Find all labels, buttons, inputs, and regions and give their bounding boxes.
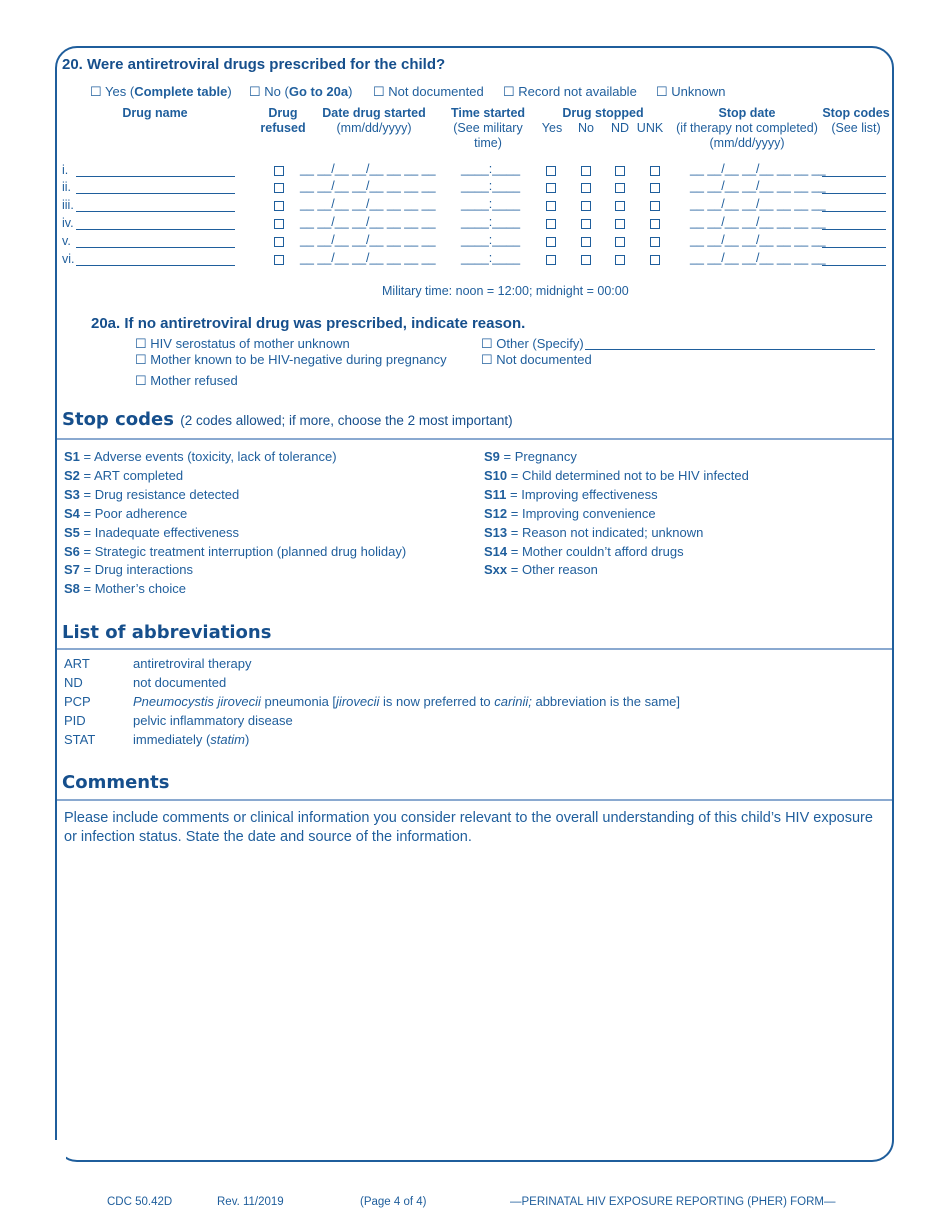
option-other-specify[interactable]: ☐ Other (Specify) <box>481 336 584 351</box>
question-20a-title: 20a. If no antiretroviral drug was prescribed, indicate reason. <box>91 315 526 332</box>
drug-refused-checkbox[interactable] <box>274 219 284 229</box>
stop-date-field[interactable]: __ __/__ __/__ __ __ __ <box>690 251 826 265</box>
footer-revision: Rev. 11/2019 <box>217 1196 284 1208</box>
row-label: iii. <box>62 198 74 212</box>
option-20a-not-documented[interactable]: ☐ Not documented <box>481 352 592 367</box>
stop-date-field[interactable]: __ __/__ __/__ __ __ __ <box>690 233 826 247</box>
drug-refused-checkbox[interactable] <box>274 183 284 193</box>
stop-date-field[interactable]: __ __/__ __/__ __ __ __ <box>690 162 826 176</box>
stop-code-field[interactable] <box>822 211 886 212</box>
option-hiv-serostatus-unknown[interactable]: ☐ HIV serostatus of mother unknown <box>135 336 350 351</box>
stopped-nd-checkbox[interactable] <box>615 166 625 176</box>
stopped-nd-checkbox[interactable] <box>615 183 625 193</box>
drug-refused-checkbox[interactable] <box>274 237 284 247</box>
abbr-definition: antiretroviral therapy <box>133 656 252 671</box>
header-drug-refused: Drug refused <box>260 106 306 135</box>
stop-date-field[interactable]: __ __/__ __/__ __ __ __ <box>690 179 826 193</box>
header-stopped-yes: Yes <box>541 121 563 135</box>
stop-code-field[interactable] <box>822 193 886 194</box>
footer-form-name: —PERINATAL HIV EXPOSURE REPORTING (PHER) FORM— <box>510 1196 836 1208</box>
row-label: ii. <box>62 180 72 194</box>
row-label: i. <box>62 163 69 177</box>
comments-field[interactable] <box>64 855 879 1145</box>
drug-name-field[interactable] <box>76 265 235 266</box>
stopped-no-checkbox[interactable] <box>581 166 591 176</box>
comments-rule <box>57 799 892 801</box>
comments-instructions: Please include comments or clinical information you consider relevant to the overall understanding of this child’s HIV exposure or infection status. State the date and source of the information. <box>64 810 873 845</box>
stopped-yes-checkbox[interactable] <box>546 183 556 193</box>
abbr-definition: not documented <box>133 675 227 690</box>
option-mother-hiv-negative[interactable]: ☐ Mother known to be HIV-negative during pregnancy <box>135 352 447 367</box>
stop-code-item: S13 = Reason not indicated; unknown <box>484 525 704 540</box>
drug-name-field[interactable] <box>76 176 235 177</box>
stop-code-item: S5 = Inadequate effectiveness <box>64 525 240 540</box>
abbr-term: PID <box>64 713 86 728</box>
footer-form-id: CDC 50.42D <box>107 1196 173 1208</box>
drug-name-field[interactable] <box>76 193 235 194</box>
abbr-definition: immediately (statim) <box>133 732 250 747</box>
drug-refused-checkbox[interactable] <box>274 255 284 265</box>
time-started-field[interactable]: ____:____ <box>461 162 521 176</box>
stop-code-item: S1 = Adverse events (toxicity, lack of tolerance) <box>64 449 337 464</box>
stop-code-field[interactable] <box>822 176 886 177</box>
abbreviations-heading: List of abbreviations <box>62 622 272 643</box>
stop-code-field[interactable] <box>822 265 886 266</box>
stopped-unk-checkbox[interactable] <box>650 237 660 247</box>
stop-codes-rule <box>57 438 892 440</box>
abbr-term: ART <box>64 656 90 671</box>
stop-code-field[interactable] <box>822 247 886 248</box>
row-label: v. <box>62 234 71 248</box>
drug-refused-checkbox[interactable] <box>274 166 284 176</box>
stopped-nd-checkbox[interactable] <box>615 255 625 265</box>
stop-codes-heading: Stop codes (2 codes allowed; if more, choose the 2 most important) <box>62 409 513 430</box>
date-started-field[interactable]: __ __/__ __/__ __ __ __ <box>300 162 436 176</box>
abbr-term: STAT <box>64 732 96 747</box>
stopped-yes-checkbox[interactable] <box>546 219 556 229</box>
stopped-nd-checkbox[interactable] <box>615 237 625 247</box>
comments-heading: Comments <box>62 772 170 793</box>
question-20-title: 20. Were antiretroviral drugs prescribed for the child? <box>62 56 446 73</box>
drug-name-field[interactable] <box>76 211 235 212</box>
date-started-field[interactable]: __ __/__ __/__ __ __ __ <box>300 179 436 193</box>
abbreviations-rule <box>57 648 892 650</box>
date-started-field[interactable]: __ __/__ __/__ __ __ __ <box>300 197 436 211</box>
row-label: vi. <box>62 252 75 266</box>
drug-name-field[interactable] <box>76 229 235 230</box>
stop-code-field[interactable] <box>822 229 886 230</box>
header-stopped-unk: UNK <box>636 121 664 135</box>
stop-code-item: S9 = Pregnancy <box>484 449 577 464</box>
header-stop-date: Stop date (if therapy not completed) (mm/dd/yyyy) <box>676 106 818 150</box>
option-unknown[interactable]: ☐ Unknown <box>656 84 726 99</box>
header-drug-name: Drug name <box>122 106 188 120</box>
stop-code-item: S7 = Drug interactions <box>64 562 193 577</box>
stop-code-item: S11 = Improving effectiveness <box>484 487 658 502</box>
stopped-unk-checkbox[interactable] <box>650 255 660 265</box>
stopped-unk-checkbox[interactable] <box>650 166 660 176</box>
stopped-unk-checkbox[interactable] <box>650 201 660 211</box>
stop-code-item: S10 = Child determined not to be HIV infected <box>484 468 749 483</box>
stop-code-item: S8 = Mother’s choice <box>64 581 187 596</box>
drug-refused-checkbox[interactable] <box>274 201 284 211</box>
header-time-started: Time started (See military time) <box>450 106 526 150</box>
time-started-field[interactable]: ____:____ <box>461 215 521 229</box>
header-date-started: Date drug started (mm/dd/yyyy) <box>322 106 426 135</box>
other-specify-field[interactable] <box>585 349 875 350</box>
stopped-unk-checkbox[interactable] <box>650 183 660 193</box>
header-drug-stopped: Drug stopped <box>562 106 644 120</box>
time-started-field[interactable]: ____:____ <box>461 197 521 211</box>
date-started-field[interactable]: __ __/__ __/__ __ __ __ <box>300 233 436 247</box>
stopped-no-checkbox[interactable] <box>581 183 591 193</box>
time-started-field[interactable]: ____:____ <box>461 233 521 247</box>
header-stop-codes: Stop codes (See list) <box>822 106 890 135</box>
stop-code-item: S6 = Strategic treatment interruption (planned drug holiday) <box>64 544 407 559</box>
stop-code-item: Sxx = Other reason <box>484 562 598 577</box>
stop-code-item: S12 = Improving convenience <box>484 506 656 521</box>
stopped-no-checkbox[interactable] <box>581 201 591 211</box>
drug-name-field[interactable] <box>76 247 235 248</box>
abbr-definition: Pneumocystis jirovecii pneumonia [jirovecii is now preferred to carinii; abbreviation is the same] <box>133 694 680 709</box>
military-time-note: Military time: noon = 12:00; midnight = 00:00 <box>382 284 629 298</box>
header-stopped-no: No <box>578 121 594 135</box>
date-started-field[interactable]: __ __/__ __/__ __ __ __ <box>300 251 436 265</box>
option-yes[interactable]: ☐ Yes (Complete table) <box>90 84 232 99</box>
abbr-term: ND <box>64 675 83 690</box>
stop-code-item: S3 = Drug resistance detected <box>64 487 240 502</box>
stop-date-field[interactable]: __ __/__ __/__ __ __ __ <box>690 215 826 229</box>
stopped-yes-checkbox[interactable] <box>546 255 556 265</box>
footer-page: (Page 4 of 4) <box>360 1196 427 1208</box>
date-started-field[interactable]: __ __/__ __/__ __ __ __ <box>300 215 436 229</box>
stop-code-item: S2 = ART completed <box>64 468 184 483</box>
option-mother-refused[interactable]: ☐ Mother refused <box>135 373 238 388</box>
stopped-unk-checkbox[interactable] <box>650 219 660 229</box>
option-record-not-available[interactable]: ☐ Record not available <box>503 84 637 99</box>
stop-code-item: S14 = Mother couldn’t afford drugs <box>484 544 684 559</box>
time-started-field[interactable]: ____:____ <box>461 251 521 265</box>
stop-code-item: S4 = Poor adherence <box>64 506 188 521</box>
stopped-nd-checkbox[interactable] <box>615 201 625 211</box>
option-not-documented[interactable]: ☐ Not documented <box>373 84 484 99</box>
stopped-no-checkbox[interactable] <box>581 237 591 247</box>
stopped-no-checkbox[interactable] <box>581 255 591 265</box>
row-label: iv. <box>62 216 74 230</box>
abbr-definition: pelvic inflammatory disease <box>133 713 293 728</box>
time-started-field[interactable]: ____:____ <box>461 179 521 193</box>
stopped-no-checkbox[interactable] <box>581 219 591 229</box>
stopped-yes-checkbox[interactable] <box>546 237 556 247</box>
stopped-yes-checkbox[interactable] <box>546 166 556 176</box>
stopped-yes-checkbox[interactable] <box>546 201 556 211</box>
header-stopped-nd: ND <box>610 121 630 135</box>
abbr-term: PCP <box>64 694 91 709</box>
stop-date-field[interactable]: __ __/__ __/__ __ __ __ <box>690 197 826 211</box>
stopped-nd-checkbox[interactable] <box>615 219 625 229</box>
option-no[interactable]: ☐ No (Go to 20a) <box>249 84 353 99</box>
